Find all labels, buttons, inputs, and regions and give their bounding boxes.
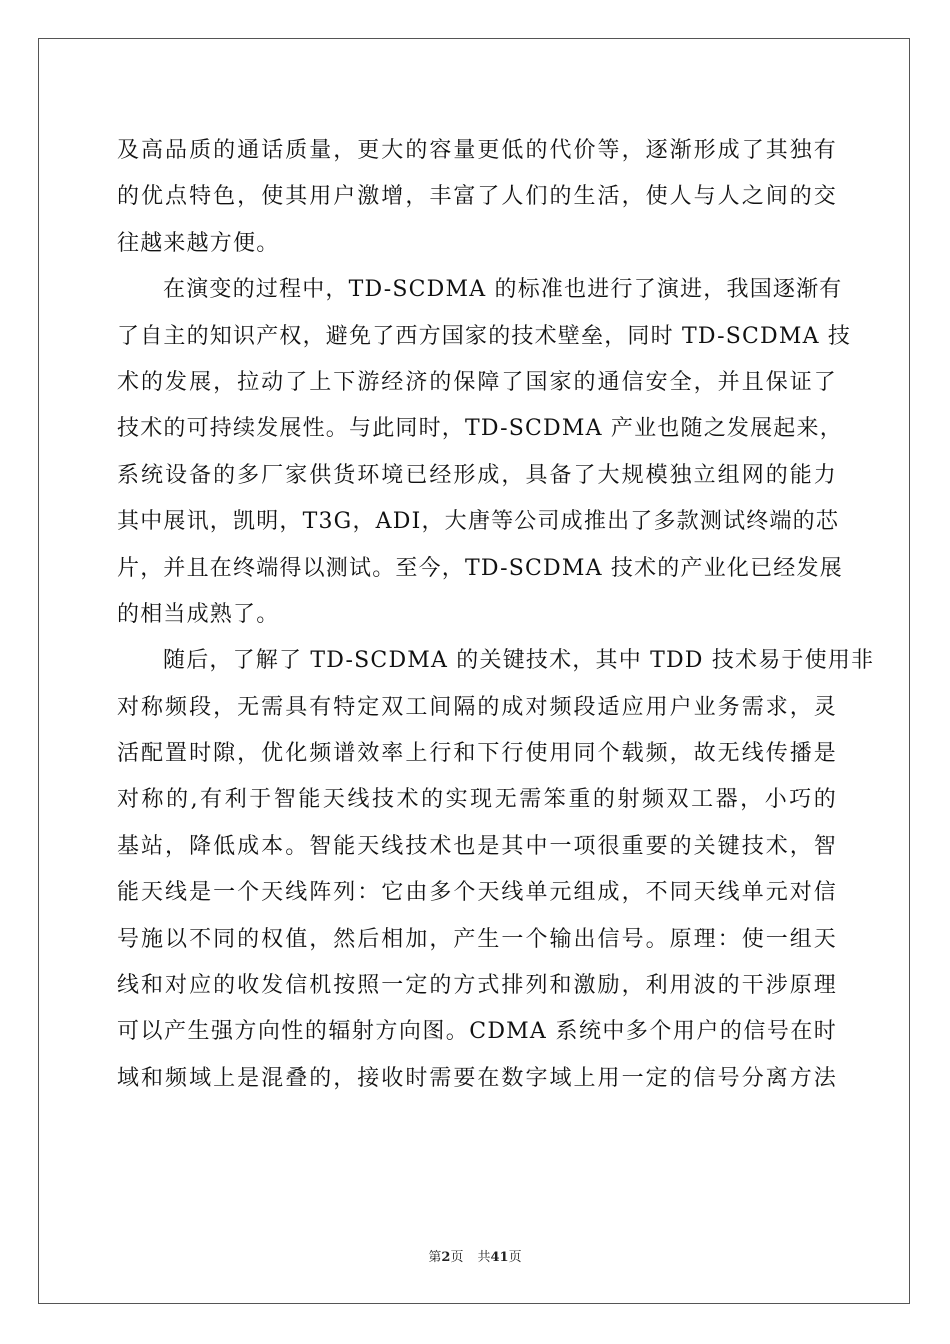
- page-footer: [0, 1246, 950, 1265]
- total-page-count: 41: [490, 1250, 509, 1265]
- text-line: 活配置时隙，优化频谱效率上行和下行使用同个载频，故无线传播是: [117, 741, 837, 767]
- total-pages-label: 共41页: [477, 1250, 522, 1265]
- text-line: 对称的,有利于智能天线技术的实现无需笨重的射频双工器，小巧的: [117, 787, 837, 813]
- text-line: 术的发展，拉动了上下游经济的保障了国家的通信安全，并且保证了: [117, 369, 837, 395]
- text-line: 对称频段，无需具有特定双工间隔的成对频段适应用户业务需求，灵: [117, 694, 837, 720]
- text-line: 基站，降低成本。智能天线技术也是其中一项很重要的关键技术，智: [117, 833, 837, 859]
- text-line: 号施以不同的权值，然后相加，产生一个输出信号。原理：使一组天: [117, 926, 837, 952]
- text-line: 及高品质的通话质量，更大的容量更低的代价等，逐渐形成了其独有: [117, 138, 837, 163]
- page-number-label: 第2页: [428, 1250, 464, 1265]
- text-line: 往越来越方便。: [117, 230, 280, 256]
- text-line: 了自主的知识产权，避免了西方国家的技术壁垒，同时 TD-SCDMA 技: [117, 323, 852, 349]
- text-line: 的相当成熟了。: [117, 601, 280, 627]
- current-page-number: 2: [441, 1250, 451, 1265]
- text-line: 在演变的过程中，TD-SCDMA 的标准也进行了演进，我国逐渐有: [163, 277, 843, 303]
- text-line: 随后，了解了 TD-SCDMA 的关键技术，其中 TDD 技术易于使用非: [163, 648, 875, 674]
- document-body: [117, 128, 875, 1102]
- text-line: 线和对应的收发信机按照一定的方式排列和激励，利用波的干涉原理: [117, 973, 837, 999]
- text-line: 系统设备的多厂家供货环境已经形成，具备了大规模独立组网的能力: [117, 462, 837, 488]
- text-line: 的优点特色，使其用户激增，丰富了人们的生活，使人与人之间的交: [117, 184, 837, 210]
- text-line: 片，并且在终端得以测试。至今，TD-SCDMA 技术的产业化已经发展: [117, 555, 843, 581]
- text-line: 能天线是一个天线阵列：它由多个天线单元组成，不同天线单元对信: [117, 880, 837, 906]
- text-line: 可以产生强方向性的辐射方向图。CDMA 系统中多个用户的信号在时: [117, 1019, 837, 1045]
- text-line: 技术的可持续发展性。与此同时，TD-SCDMA 产业也随之发展起来，: [117, 416, 843, 442]
- text-line: 其中展讯，凯明，T3G，ADI，大唐等公司成推出了多款测试终端的芯: [117, 509, 840, 535]
- text-line: 域和频域上是混叠的，接收时需要在数字域上用一定的信号分离方法: [117, 1065, 837, 1091]
